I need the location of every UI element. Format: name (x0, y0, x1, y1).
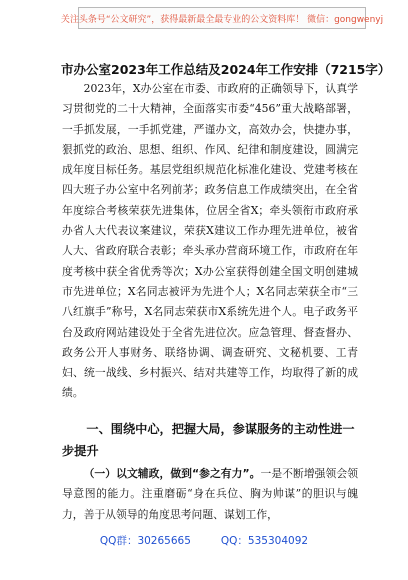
promo-banner-text: 关注头条号“公文研究”，获得最新最全最专业的公文资料库！ 微信：gongwenyj (60, 14, 384, 25)
body-paragraph-2-text: 一是不断增强领会领导意图的能力。注重磨砺“身在兵位、胸为帅谋”的胆识与魄力，善于从领导的角度思考问题、谋划工作， (62, 467, 359, 521)
body-paragraph-2 (62, 464, 358, 525)
section-heading: 一、围绕中心，把握大局，参谋服务的主动性进一步提升 (62, 422, 355, 458)
document-title: 市办公室2023年工作总结及2024年工作安排（7215字） (61, 62, 391, 77)
qq-group-label: QQ群：30265665 (99, 535, 191, 547)
body-paragraph: 2023年，X办公室在市委、市政府的正确领导下，认真学习贯彻党的二十大精神，全面落实市委“456”重大战略部署，一手抓发展，一手抓党建，严谨办文，高效办会，快捷办事，狠抓党的政治、思想、组织、作风、纪律和制度建设，圆满完成年度目标任务。基层党组织规范化标准化建设、党建考核在四大班子办公室中名列前茅；政务信息工作成绩突出，在全省年度综合考核荣获先进集体，位居全省X；牵头领衔市政府承办省人大代表议案建议，荣获X建议工作办理先进单位，被省人大、省政府联合表彰；牵头承办营商环境工作，市政府在年度考核中获全省优秀等次；X办公室获得创建全国文明创建城市先进单位；X名同志被评为先进个人；X名同志荣获全市“三八红旗手”称号，X名同志荣获市X系统先进个人。电子政务平台及政府网站建设处于全省先进位次。应急管理、督查督办、政务公开人事财务、联络协调、调查研究、文秘机要、工青妇、统一战线、乡村振兴、结对共建等工作，均取得了新的成绩。 (62, 82, 358, 400)
sub-heading: （一）以文辅政，做到“参之有力”。 (83, 467, 261, 480)
qq-contact-label: QQ：535304092 (220, 535, 309, 547)
promo-banner (60, 7, 384, 29)
contact-footer (0, 533, 408, 551)
